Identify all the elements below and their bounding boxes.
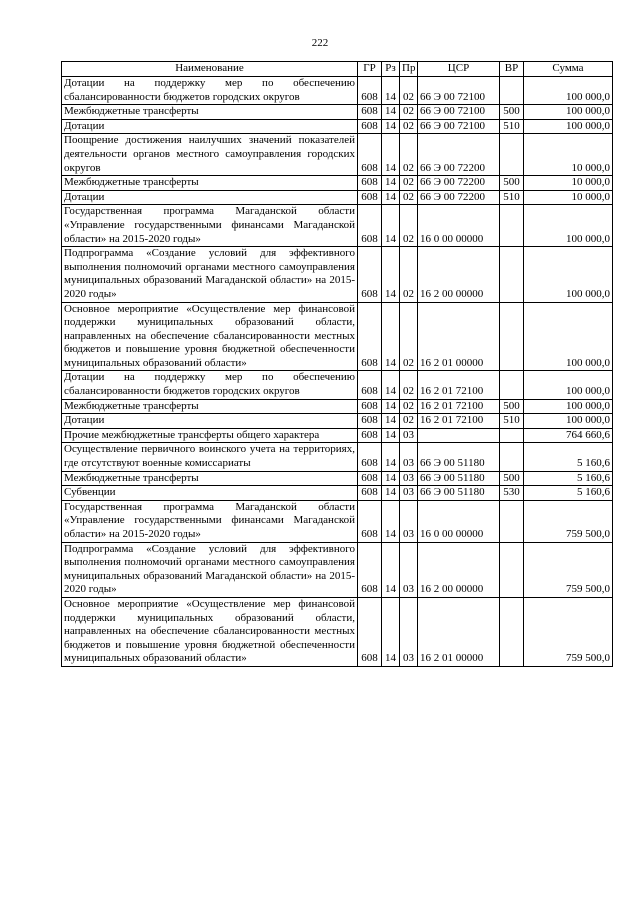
- cell-vr: [500, 302, 524, 371]
- cell-vr: [500, 500, 524, 542]
- page-number: 222: [311, 37, 329, 49]
- cell-gr: 608: [358, 542, 382, 597]
- cell-vr: 510: [500, 414, 524, 429]
- cell-csr: 66 Э 00 72100: [418, 77, 500, 105]
- cell-sum: 759 500,0: [524, 597, 613, 666]
- cell-csr: 16 0 00 00000: [418, 500, 500, 542]
- cell-vr: [500, 443, 524, 471]
- cell-pr: 03: [400, 443, 418, 471]
- cell-rz: 14: [382, 486, 400, 501]
- cell-pr: 03: [400, 428, 418, 443]
- header-rz: Рз: [382, 62, 400, 77]
- cell-name: Межбюджетные трансферты: [62, 105, 358, 120]
- cell-csr: 16 2 01 72100: [418, 414, 500, 429]
- cell-vr: [500, 77, 524, 105]
- table-row: [62, 371, 613, 399]
- cell-csr: 16 2 00 00000: [418, 247, 500, 302]
- cell-gr: 608: [358, 190, 382, 205]
- cell-gr: 608: [358, 77, 382, 105]
- cell-csr: 66 Э 00 72100: [418, 119, 500, 134]
- cell-name: Подпрограмма «Создание условий для эффективного выполнения полномочий органами местного самоуправления муниципальных образований Магаданской области» на 2015-2020 годы»: [62, 542, 358, 597]
- table-body: [62, 77, 613, 667]
- cell-vr: 510: [500, 190, 524, 205]
- cell-name: Подпрограмма «Создание условий для эффективного выполнения полномочий органами местного самоуправления муниципальных образований Магаданской области» на 2015-2020 годы»: [62, 247, 358, 302]
- cell-gr: 608: [358, 105, 382, 120]
- cell-gr: 608: [358, 371, 382, 399]
- cell-rz: 14: [382, 500, 400, 542]
- cell-rz: 14: [382, 414, 400, 429]
- cell-vr: [500, 428, 524, 443]
- cell-sum: 5 160,6: [524, 443, 613, 471]
- table-row: [62, 205, 613, 247]
- cell-name: Поощрение достижения наилучших значений показателей деятельности органов местного самоуправления городских округов: [62, 134, 358, 176]
- cell-pr: 03: [400, 500, 418, 542]
- cell-sum: 10 000,0: [524, 190, 613, 205]
- header-pr: Пр: [400, 62, 418, 77]
- cell-csr: [418, 428, 500, 443]
- cell-pr: 03: [400, 597, 418, 666]
- cell-csr: 66 Э 00 51180: [418, 443, 500, 471]
- table-row: [62, 302, 613, 371]
- cell-gr: 608: [358, 443, 382, 471]
- cell-sum: 5 160,6: [524, 486, 613, 501]
- cell-vr: 500: [500, 105, 524, 120]
- cell-vr: 500: [500, 471, 524, 486]
- cell-name: Дотации: [62, 119, 358, 134]
- cell-sum: 10 000,0: [524, 134, 613, 176]
- cell-gr: 608: [358, 205, 382, 247]
- cell-pr: 02: [400, 302, 418, 371]
- cell-pr: 02: [400, 176, 418, 191]
- cell-pr: 02: [400, 190, 418, 205]
- cell-rz: 14: [382, 443, 400, 471]
- cell-pr: 02: [400, 205, 418, 247]
- cell-gr: 608: [358, 176, 382, 191]
- cell-gr: 608: [358, 597, 382, 666]
- cell-name: Межбюджетные трансферты: [62, 176, 358, 191]
- table-row: [62, 399, 613, 414]
- cell-csr: 66 Э 00 72200: [418, 134, 500, 176]
- cell-gr: 608: [358, 500, 382, 542]
- table-row: [62, 247, 613, 302]
- cell-gr: 608: [358, 486, 382, 501]
- cell-gr: 608: [358, 428, 382, 443]
- cell-csr: 16 2 01 72100: [418, 399, 500, 414]
- cell-rz: 14: [382, 247, 400, 302]
- cell-csr: 66 Э 00 72200: [418, 176, 500, 191]
- cell-name: Прочие межбюджетные трансферты общего характера: [62, 428, 358, 443]
- table-header-row: [62, 62, 613, 77]
- cell-csr: 66 Э 00 51180: [418, 486, 500, 501]
- cell-name: Основное мероприятие «Осуществление мер финансовой поддержки муниципальных образований области, направленных на обеспечение сбалансированности местных бюджетов и повышение уровня бюджетной обеспеченности муниципальных образований области»: [62, 302, 358, 371]
- cell-pr: 02: [400, 247, 418, 302]
- cell-vr: [500, 542, 524, 597]
- cell-gr: 608: [358, 302, 382, 371]
- cell-vr: 500: [500, 176, 524, 191]
- cell-csr: 16 2 01 72100: [418, 371, 500, 399]
- cell-vr: [500, 134, 524, 176]
- cell-pr: 03: [400, 471, 418, 486]
- cell-rz: 14: [382, 119, 400, 134]
- cell-csr: 66 Э 00 51180: [418, 471, 500, 486]
- cell-csr: 16 2 01 00000: [418, 302, 500, 371]
- cell-rz: 14: [382, 597, 400, 666]
- cell-vr: [500, 597, 524, 666]
- cell-rz: 14: [382, 542, 400, 597]
- cell-vr: 530: [500, 486, 524, 501]
- table-row: [62, 428, 613, 443]
- cell-csr: 16 2 01 00000: [418, 597, 500, 666]
- cell-gr: 608: [358, 414, 382, 429]
- cell-sum: 759 500,0: [524, 542, 613, 597]
- cell-rz: 14: [382, 105, 400, 120]
- header-name: Наименование: [62, 62, 358, 77]
- cell-sum: 100 000,0: [524, 302, 613, 371]
- table-row: [62, 190, 613, 205]
- cell-pr: 03: [400, 486, 418, 501]
- cell-pr: 02: [400, 119, 418, 134]
- cell-rz: 14: [382, 190, 400, 205]
- cell-pr: 02: [400, 105, 418, 120]
- table-row: [62, 542, 613, 597]
- cell-sum: 100 000,0: [524, 371, 613, 399]
- cell-rz: 14: [382, 77, 400, 105]
- cell-rz: 14: [382, 399, 400, 414]
- cell-vr: 510: [500, 119, 524, 134]
- cell-vr: [500, 371, 524, 399]
- cell-gr: 608: [358, 247, 382, 302]
- cell-rz: 14: [382, 176, 400, 191]
- table-row: [62, 414, 613, 429]
- cell-sum: 759 500,0: [524, 500, 613, 542]
- cell-name: Дотации: [62, 414, 358, 429]
- table-row: [62, 77, 613, 105]
- table-row: [62, 443, 613, 471]
- cell-name: Дотации на поддержку мер по обеспечению сбалансированности бюджетов городских округов: [62, 371, 358, 399]
- cell-gr: 608: [358, 399, 382, 414]
- table-row: [62, 471, 613, 486]
- table-row: [62, 119, 613, 134]
- cell-csr: 66 Э 00 72200: [418, 190, 500, 205]
- table-row: [62, 486, 613, 501]
- cell-csr: 66 Э 00 72100: [418, 105, 500, 120]
- cell-name: Осуществление первичного воинского учета на территориях, где отсутствуют военные комиссариаты: [62, 443, 358, 471]
- cell-pr: 02: [400, 399, 418, 414]
- cell-sum: 100 000,0: [524, 105, 613, 120]
- cell-rz: 14: [382, 134, 400, 176]
- cell-pr: 02: [400, 414, 418, 429]
- cell-pr: 02: [400, 134, 418, 176]
- cell-rz: 14: [382, 428, 400, 443]
- cell-name: Дотации: [62, 190, 358, 205]
- cell-rz: 14: [382, 205, 400, 247]
- table-row: [62, 105, 613, 120]
- cell-name: Государственная программа Магаданской области «Управление государственными финансами Магаданской области» на 2015-2020 годы»: [62, 205, 358, 247]
- cell-sum: 100 000,0: [524, 247, 613, 302]
- budget-table: [61, 61, 613, 667]
- cell-rz: 14: [382, 471, 400, 486]
- cell-pr: 02: [400, 371, 418, 399]
- cell-sum: 100 000,0: [524, 399, 613, 414]
- table-row: [62, 176, 613, 191]
- cell-gr: 608: [358, 119, 382, 134]
- header-gr: ГР: [358, 62, 382, 77]
- cell-sum: 100 000,0: [524, 205, 613, 247]
- cell-name: Межбюджетные трансферты: [62, 399, 358, 414]
- table-row: [62, 500, 613, 542]
- cell-pr: 03: [400, 542, 418, 597]
- header-sum: Сумма: [524, 62, 613, 77]
- cell-vr: 500: [500, 399, 524, 414]
- cell-name: Дотации на поддержку мер по обеспечению сбалансированности бюджетов городских округов: [62, 77, 358, 105]
- cell-sum: 100 000,0: [524, 414, 613, 429]
- table-row: [62, 597, 613, 666]
- cell-sum: 10 000,0: [524, 176, 613, 191]
- header-csr: ЦСР: [418, 62, 500, 77]
- cell-pr: 02: [400, 77, 418, 105]
- cell-sum: 5 160,6: [524, 471, 613, 486]
- header-vr: ВР: [500, 62, 524, 77]
- cell-name: Государственная программа Магаданской области «Управление государственными финансами Магаданской области» на 2015-2020 годы»: [62, 500, 358, 542]
- cell-name: Субвенции: [62, 486, 358, 501]
- cell-gr: 608: [358, 471, 382, 486]
- cell-csr: 16 2 00 00000: [418, 542, 500, 597]
- cell-vr: [500, 247, 524, 302]
- cell-rz: 14: [382, 371, 400, 399]
- cell-gr: 608: [358, 134, 382, 176]
- cell-rz: 14: [382, 302, 400, 371]
- cell-name: Межбюджетные трансферты: [62, 471, 358, 486]
- cell-sum: 764 660,6: [524, 428, 613, 443]
- cell-vr: [500, 205, 524, 247]
- cell-sum: 100 000,0: [524, 77, 613, 105]
- table-row: [62, 134, 613, 176]
- cell-csr: 16 0 00 00000: [418, 205, 500, 247]
- cell-sum: 100 000,0: [524, 119, 613, 134]
- cell-name: Основное мероприятие «Осуществление мер финансовой поддержки муниципальных образований области, направленных на обеспечение сбалансированности местных бюджетов и повышение уровня бюджетной обеспеченности муниципальных образований области»: [62, 597, 358, 666]
